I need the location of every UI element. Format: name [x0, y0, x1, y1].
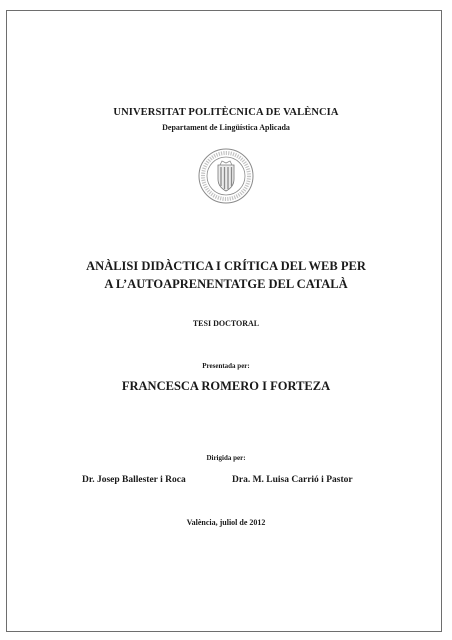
author-name: FRANCESCA ROMERO I FORTEZA	[121, 379, 331, 393]
university-seal-icon	[198, 148, 254, 204]
thesis-type: TESI DOCTORAL	[192, 319, 260, 328]
thesis-title-line-1: ANÀLISI DIDÀCTICA I CRÍTICA DEL WEB PER	[86, 259, 366, 273]
directed-by-label: Dirigida per:	[206, 454, 246, 462]
supervisor-1: Dr. Josep Ballester i Roca	[82, 475, 186, 485]
supervisor-2: Dra. M. Luisa Carrió i Pastor	[232, 475, 353, 485]
presented-by-label: Presentada per:	[202, 362, 250, 370]
university-name: UNIVERSITAT POLITÈCNICA DE VALÈNCIA	[113, 107, 339, 118]
thesis-title-line-2: A L’AUTOAPRENENTATGE DEL CATALÀ	[104, 277, 348, 291]
place-date: València, juliol de 2012	[186, 518, 266, 527]
department-name: Departament de Lingüística Aplicada	[162, 123, 290, 132]
